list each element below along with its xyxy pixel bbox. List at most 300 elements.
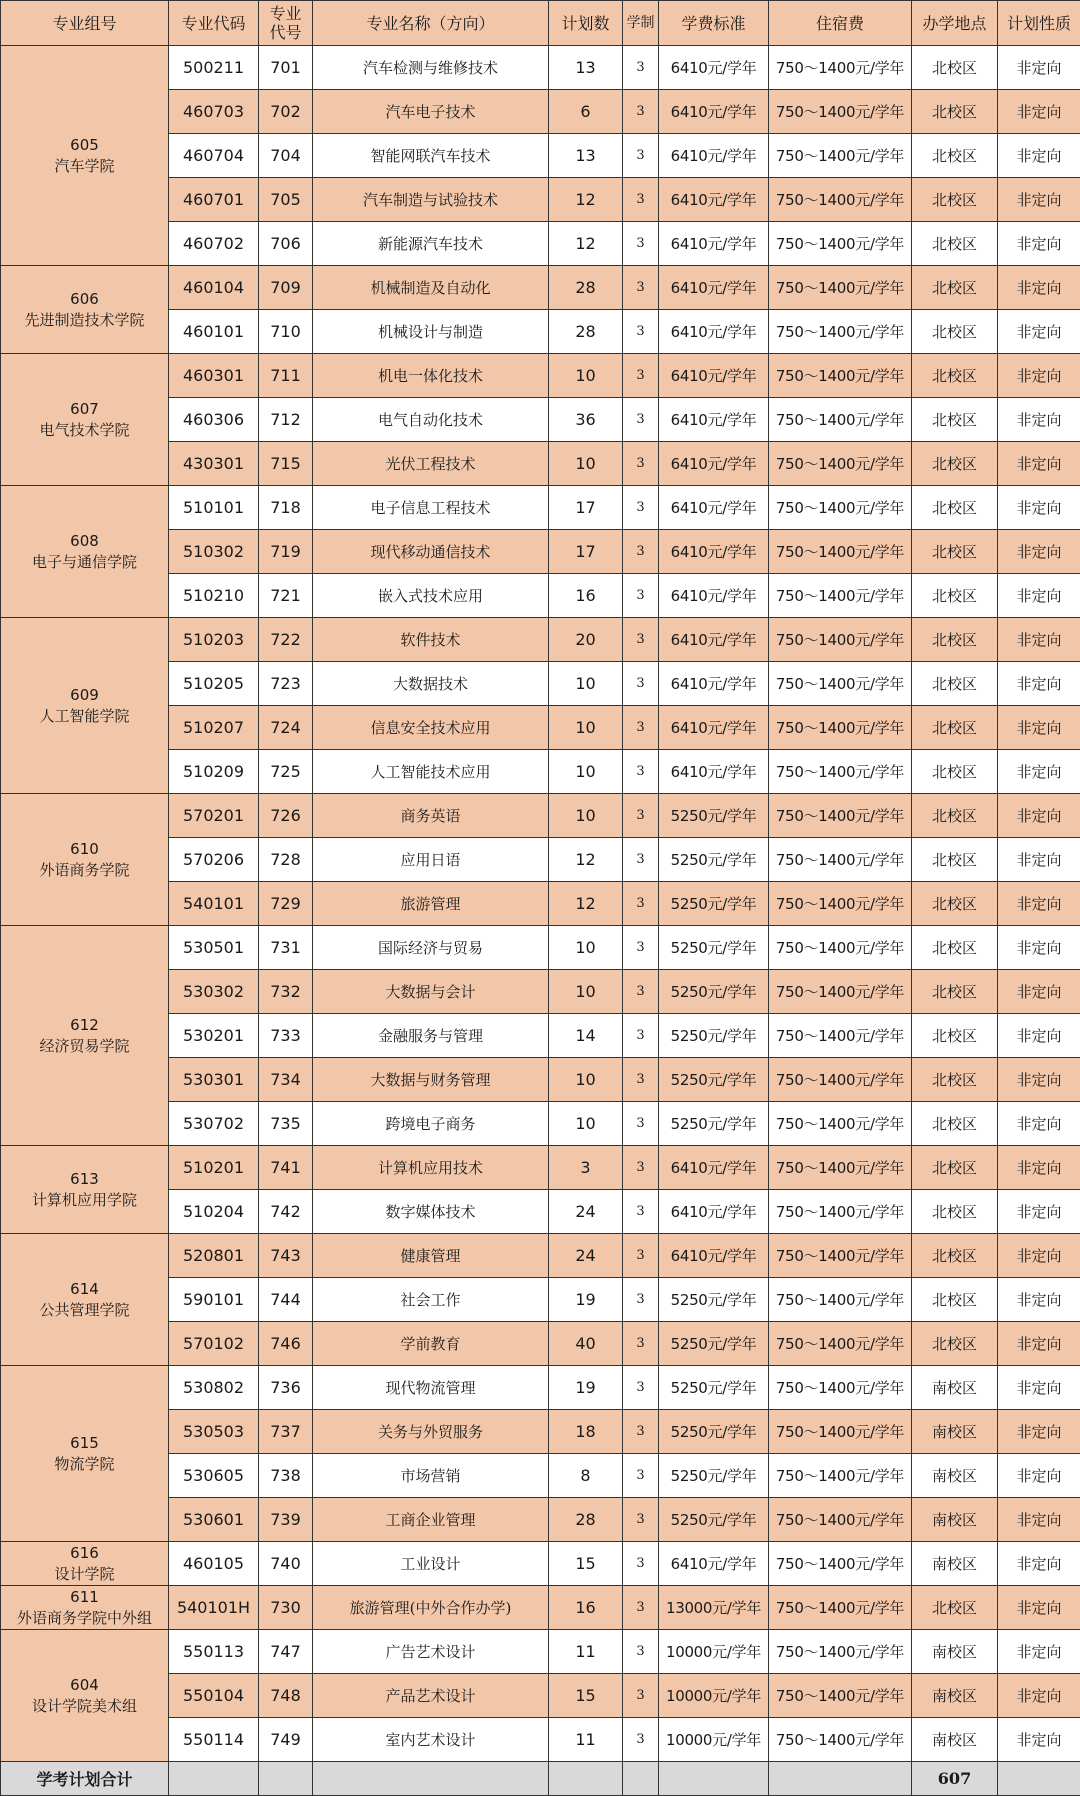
dorm-fee-cell: 750～1400元/学年 xyxy=(769,882,912,926)
table-row xyxy=(1,926,1080,970)
location-cell: 北校区 xyxy=(912,134,998,178)
dorm-fee-cell: 750～1400元/学年 xyxy=(769,838,912,882)
years-cell: 3 xyxy=(623,1454,659,1498)
dorm-fee-cell: 750～1400元/学年 xyxy=(769,618,912,662)
major-no-cell: 722 xyxy=(259,618,313,662)
dorm-fee-cell: 750～1400元/学年 xyxy=(769,794,912,838)
plan-count-cell: 10 xyxy=(549,970,623,1014)
location-cell: 北校区 xyxy=(912,1234,998,1278)
plan-nature-cell: 非定向 xyxy=(998,266,1080,310)
location-cell: 北校区 xyxy=(912,1190,998,1234)
major-name-cell: 嵌入式技术应用 xyxy=(313,574,549,618)
table-body xyxy=(1,46,1080,1796)
plan-nature-cell: 非定向 xyxy=(998,1586,1080,1630)
tuition-cell: 10000元/学年 xyxy=(659,1674,769,1718)
header-plan: 计划数 xyxy=(549,1,623,46)
plan-nature-cell: 非定向 xyxy=(998,1454,1080,1498)
major-name-cell: 旅游管理 xyxy=(313,882,549,926)
dorm-fee-cell: 750～1400元/学年 xyxy=(769,750,912,794)
tuition-cell: 6410元/学年 xyxy=(659,574,769,618)
header-tuition: 学费标准 xyxy=(659,1,769,46)
major-code-cell: 530301 xyxy=(169,1058,259,1102)
major-no-cell: 731 xyxy=(259,926,313,970)
major-no-cell: 743 xyxy=(259,1234,313,1278)
group-cell xyxy=(1,926,169,1146)
major-code-cell: 460306 xyxy=(169,398,259,442)
plan-count-cell: 14 xyxy=(549,1014,623,1058)
major-no-cell: 704 xyxy=(259,134,313,178)
dorm-fee-cell: 750～1400元/学年 xyxy=(769,1190,912,1234)
dorm-fee-cell: 750～1400元/学年 xyxy=(769,530,912,574)
group-name: 电子与通信学院 xyxy=(1,552,168,573)
total-empty-cell xyxy=(659,1762,769,1796)
dorm-fee-cell: 750～1400元/学年 xyxy=(769,486,912,530)
major-name-cell: 广告艺术设计 xyxy=(313,1630,549,1674)
group-id: 606 xyxy=(1,289,168,310)
major-no-cell: 742 xyxy=(259,1190,313,1234)
years-cell: 3 xyxy=(623,750,659,794)
major-no-cell: 736 xyxy=(259,1366,313,1410)
major-code-cell: 570102 xyxy=(169,1322,259,1366)
years-cell: 3 xyxy=(623,1058,659,1102)
major-code-cell: 550113 xyxy=(169,1630,259,1674)
major-no-cell: 737 xyxy=(259,1410,313,1454)
major-code-cell: 530802 xyxy=(169,1366,259,1410)
table-row xyxy=(1,266,1080,310)
group-cell xyxy=(1,1146,169,1234)
major-code-cell: 510302 xyxy=(169,530,259,574)
table-row xyxy=(1,354,1080,398)
major-no-cell: 726 xyxy=(259,794,313,838)
major-no-cell: 749 xyxy=(259,1718,313,1762)
tuition-cell: 6410元/学年 xyxy=(659,90,769,134)
tuition-cell: 6410元/学年 xyxy=(659,134,769,178)
major-name-cell: 汽车制造与试验技术 xyxy=(313,178,549,222)
group-id: 613 xyxy=(1,1169,168,1190)
group-name: 公共管理学院 xyxy=(1,1300,168,1321)
table-row xyxy=(1,1146,1080,1190)
major-code-cell: 460301 xyxy=(169,354,259,398)
dorm-fee-cell: 750～1400元/学年 xyxy=(769,1454,912,1498)
years-cell: 3 xyxy=(623,838,659,882)
group-name: 经济贸易学院 xyxy=(1,1036,168,1057)
plan-count-cell: 12 xyxy=(549,882,623,926)
major-no-cell: 733 xyxy=(259,1014,313,1058)
major-no-cell: 730 xyxy=(259,1586,313,1630)
group-cell xyxy=(1,1586,169,1630)
tuition-cell: 6410元/学年 xyxy=(659,486,769,530)
group-cell xyxy=(1,1630,169,1762)
major-no-cell: 741 xyxy=(259,1146,313,1190)
location-cell: 北校区 xyxy=(912,530,998,574)
major-name-cell: 信息安全技术应用 xyxy=(313,706,549,750)
dorm-fee-cell: 750～1400元/学年 xyxy=(769,90,912,134)
major-name-cell: 新能源汽车技术 xyxy=(313,222,549,266)
plan-count-cell: 10 xyxy=(549,750,623,794)
years-cell: 3 xyxy=(623,46,659,90)
table-row xyxy=(1,46,1080,90)
location-cell: 北校区 xyxy=(912,926,998,970)
major-code-cell: 570201 xyxy=(169,794,259,838)
major-name-cell: 大数据与会计 xyxy=(313,970,549,1014)
group-cell xyxy=(1,1542,169,1586)
plan-nature-cell: 非定向 xyxy=(998,222,1080,266)
major-name-cell: 社会工作 xyxy=(313,1278,549,1322)
location-cell: 北校区 xyxy=(912,1278,998,1322)
major-no-cell: 706 xyxy=(259,222,313,266)
plan-nature-cell: 非定向 xyxy=(998,706,1080,750)
dorm-fee-cell: 750～1400元/学年 xyxy=(769,1366,912,1410)
dorm-fee-cell: 750～1400元/学年 xyxy=(769,574,912,618)
plan-count-cell: 36 xyxy=(549,398,623,442)
plan-nature-cell: 非定向 xyxy=(998,1146,1080,1190)
plan-count-cell: 24 xyxy=(549,1190,623,1234)
dorm-fee-cell: 750～1400元/学年 xyxy=(769,706,912,750)
major-code-cell: 530605 xyxy=(169,1454,259,1498)
location-cell: 南校区 xyxy=(912,1718,998,1762)
group-name: 先进制造技术学院 xyxy=(1,310,168,331)
plan-count-cell: 19 xyxy=(549,1278,623,1322)
tuition-cell: 6410元/学年 xyxy=(659,1190,769,1234)
major-no-cell: 732 xyxy=(259,970,313,1014)
location-cell: 北校区 xyxy=(912,838,998,882)
location-cell: 北校区 xyxy=(912,750,998,794)
plan-count-cell: 24 xyxy=(549,1234,623,1278)
major-code-cell: 510207 xyxy=(169,706,259,750)
tuition-cell: 6410元/学年 xyxy=(659,442,769,486)
group-id: 604 xyxy=(1,1675,168,1696)
plan-nature-cell: 非定向 xyxy=(998,1322,1080,1366)
major-no-cell: 719 xyxy=(259,530,313,574)
plan-count-cell: 11 xyxy=(549,1718,623,1762)
years-cell: 3 xyxy=(623,1014,659,1058)
location-cell: 北校区 xyxy=(912,222,998,266)
group-id: 609 xyxy=(1,685,168,706)
major-no-cell: 701 xyxy=(259,46,313,90)
tuition-cell: 13000元/学年 xyxy=(659,1586,769,1630)
major-code-cell: 430301 xyxy=(169,442,259,486)
location-cell: 北校区 xyxy=(912,970,998,1014)
tuition-cell: 6410元/学年 xyxy=(659,266,769,310)
major-no-cell: 724 xyxy=(259,706,313,750)
major-name-cell: 市场营销 xyxy=(313,1454,549,1498)
plan-count-cell: 11 xyxy=(549,1630,623,1674)
major-no-cell: 725 xyxy=(259,750,313,794)
group-cell xyxy=(1,618,169,794)
plan-count-cell: 13 xyxy=(549,134,623,178)
location-cell: 北校区 xyxy=(912,266,998,310)
header-group: 专业组号 xyxy=(1,1,169,46)
years-cell: 3 xyxy=(623,926,659,970)
years-cell: 3 xyxy=(623,354,659,398)
dorm-fee-cell: 750～1400元/学年 xyxy=(769,1278,912,1322)
plan-count-cell: 40 xyxy=(549,1322,623,1366)
header-dorm: 住宿费 xyxy=(769,1,912,46)
years-cell: 3 xyxy=(623,1498,659,1542)
plan-nature-cell: 非定向 xyxy=(998,1234,1080,1278)
major-no-cell: 715 xyxy=(259,442,313,486)
plan-nature-cell: 非定向 xyxy=(998,134,1080,178)
plan-count-cell: 6 xyxy=(549,90,623,134)
years-cell: 3 xyxy=(623,1146,659,1190)
major-no-cell: 738 xyxy=(259,1454,313,1498)
plan-count-cell: 28 xyxy=(549,266,623,310)
plan-nature-cell: 非定向 xyxy=(998,838,1080,882)
header-major-no xyxy=(259,1,313,46)
major-name-cell: 室内艺术设计 xyxy=(313,1718,549,1762)
plan-count-cell: 10 xyxy=(549,662,623,706)
dorm-fee-cell: 750～1400元/学年 xyxy=(769,178,912,222)
dorm-fee-cell: 750～1400元/学年 xyxy=(769,926,912,970)
major-no-cell: 728 xyxy=(259,838,313,882)
major-code-cell: 510201 xyxy=(169,1146,259,1190)
plan-nature-cell: 非定向 xyxy=(998,1410,1080,1454)
tuition-cell: 5250元/学年 xyxy=(659,1102,769,1146)
header-row xyxy=(1,1,1080,46)
group-id: 610 xyxy=(1,839,168,860)
plan-count-cell: 12 xyxy=(549,838,623,882)
location-cell: 北校区 xyxy=(912,398,998,442)
tuition-cell: 6410元/学年 xyxy=(659,1146,769,1190)
plan-count-cell: 10 xyxy=(549,794,623,838)
plan-nature-cell: 非定向 xyxy=(998,1058,1080,1102)
group-id: 616 xyxy=(1,1543,168,1564)
years-cell: 3 xyxy=(623,662,659,706)
major-no-cell: 723 xyxy=(259,662,313,706)
plan-nature-cell: 非定向 xyxy=(998,398,1080,442)
location-cell: 北校区 xyxy=(912,1322,998,1366)
major-no-cell: 721 xyxy=(259,574,313,618)
major-no-cell: 702 xyxy=(259,90,313,134)
years-cell: 3 xyxy=(623,266,659,310)
plan-count-cell: 18 xyxy=(549,1410,623,1454)
location-cell: 南校区 xyxy=(912,1498,998,1542)
plan-count-cell: 12 xyxy=(549,178,623,222)
major-code-cell: 510101 xyxy=(169,486,259,530)
table-row xyxy=(1,486,1080,530)
major-no-cell: 709 xyxy=(259,266,313,310)
group-cell xyxy=(1,794,169,926)
tuition-cell: 5250元/学年 xyxy=(659,970,769,1014)
dorm-fee-cell: 750～1400元/学年 xyxy=(769,1542,912,1586)
total-empty-cell xyxy=(998,1762,1080,1796)
plan-count-cell: 10 xyxy=(549,1102,623,1146)
plan-count-cell: 10 xyxy=(549,354,623,398)
group-id: 607 xyxy=(1,399,168,420)
years-cell: 3 xyxy=(623,794,659,838)
location-cell: 北校区 xyxy=(912,662,998,706)
total-empty-cell xyxy=(259,1762,313,1796)
header-nature: 计划性质 xyxy=(998,1,1080,46)
major-code-cell: 460704 xyxy=(169,134,259,178)
plan-nature-cell: 非定向 xyxy=(998,1014,1080,1058)
major-code-cell: 460701 xyxy=(169,178,259,222)
plan-count-cell: 13 xyxy=(549,46,623,90)
years-cell: 3 xyxy=(623,1102,659,1146)
plan-count-cell: 10 xyxy=(549,926,623,970)
major-name-cell: 金融服务与管理 xyxy=(313,1014,549,1058)
group-cell xyxy=(1,1234,169,1366)
major-name-cell: 电子信息工程技术 xyxy=(313,486,549,530)
header-major-name: 专业名称（方向） xyxy=(313,1,549,46)
dorm-fee-cell: 750～1400元/学年 xyxy=(769,1322,912,1366)
years-cell: 3 xyxy=(623,442,659,486)
plan-nature-cell: 非定向 xyxy=(998,1190,1080,1234)
major-code-cell: 460101 xyxy=(169,310,259,354)
tuition-cell: 6410元/学年 xyxy=(659,662,769,706)
major-code-cell: 510205 xyxy=(169,662,259,706)
plan-nature-cell: 非定向 xyxy=(998,1278,1080,1322)
total-value: 607 xyxy=(912,1762,998,1796)
table-row xyxy=(1,1630,1080,1674)
table-row xyxy=(1,618,1080,662)
total-empty-cell xyxy=(623,1762,659,1796)
location-cell: 北校区 xyxy=(912,574,998,618)
major-no-cell: 705 xyxy=(259,178,313,222)
tuition-cell: 6410元/学年 xyxy=(659,354,769,398)
years-cell: 3 xyxy=(623,1278,659,1322)
years-cell: 3 xyxy=(623,1674,659,1718)
plan-count-cell: 16 xyxy=(549,1586,623,1630)
major-name-cell: 大数据与财务管理 xyxy=(313,1058,549,1102)
plan-count-cell: 28 xyxy=(549,310,623,354)
major-no-cell: 739 xyxy=(259,1498,313,1542)
location-cell: 北校区 xyxy=(912,1014,998,1058)
group-cell xyxy=(1,486,169,618)
years-cell: 3 xyxy=(623,486,659,530)
tuition-cell: 5250元/学年 xyxy=(659,1410,769,1454)
major-code-cell: 570206 xyxy=(169,838,259,882)
location-cell: 北校区 xyxy=(912,310,998,354)
group-cell xyxy=(1,266,169,354)
plan-nature-cell: 非定向 xyxy=(998,530,1080,574)
major-code-cell: 530503 xyxy=(169,1410,259,1454)
major-name-cell: 电气自动化技术 xyxy=(313,398,549,442)
major-code-cell: 520801 xyxy=(169,1234,259,1278)
major-code-cell: 510204 xyxy=(169,1190,259,1234)
tuition-cell: 6410元/学年 xyxy=(659,222,769,266)
major-code-cell: 510210 xyxy=(169,574,259,618)
plan-nature-cell: 非定向 xyxy=(998,1102,1080,1146)
tuition-cell: 5250元/学年 xyxy=(659,1322,769,1366)
tuition-cell: 5250元/学年 xyxy=(659,794,769,838)
major-name-cell: 汽车电子技术 xyxy=(313,90,549,134)
tuition-cell: 5250元/学年 xyxy=(659,1278,769,1322)
years-cell: 3 xyxy=(623,310,659,354)
years-cell: 3 xyxy=(623,882,659,926)
dorm-fee-cell: 750～1400元/学年 xyxy=(769,310,912,354)
plan-nature-cell: 非定向 xyxy=(998,1498,1080,1542)
plan-count-cell: 19 xyxy=(549,1366,623,1410)
location-cell: 南校区 xyxy=(912,1542,998,1586)
major-code-cell: 460105 xyxy=(169,1542,259,1586)
tuition-cell: 6410元/学年 xyxy=(659,310,769,354)
years-cell: 3 xyxy=(623,1410,659,1454)
plan-nature-cell: 非定向 xyxy=(998,1366,1080,1410)
major-code-cell: 510203 xyxy=(169,618,259,662)
years-cell: 3 xyxy=(623,398,659,442)
major-no-cell: 710 xyxy=(259,310,313,354)
tuition-cell: 6410元/学年 xyxy=(659,1542,769,1586)
major-code-cell: 460703 xyxy=(169,90,259,134)
table-row xyxy=(1,1234,1080,1278)
major-name-cell: 现代移动通信技术 xyxy=(313,530,549,574)
total-label: 学考计划合计 xyxy=(1,1762,169,1796)
years-cell: 3 xyxy=(623,970,659,1014)
plan-nature-cell: 非定向 xyxy=(998,178,1080,222)
tuition-cell: 5250元/学年 xyxy=(659,1454,769,1498)
major-name-cell: 光伏工程技术 xyxy=(313,442,549,486)
location-cell: 北校区 xyxy=(912,486,998,530)
location-cell: 北校区 xyxy=(912,1102,998,1146)
group-name: 电气技术学院 xyxy=(1,420,168,441)
plan-nature-cell: 非定向 xyxy=(998,46,1080,90)
plan-nature-cell: 非定向 xyxy=(998,794,1080,838)
plan-nature-cell: 非定向 xyxy=(998,1630,1080,1674)
major-no-cell: 729 xyxy=(259,882,313,926)
tuition-cell: 10000元/学年 xyxy=(659,1630,769,1674)
years-cell: 3 xyxy=(623,706,659,750)
dorm-fee-cell: 750～1400元/学年 xyxy=(769,46,912,90)
major-code-cell: 530501 xyxy=(169,926,259,970)
plan-count-cell: 20 xyxy=(549,618,623,662)
plan-nature-cell: 非定向 xyxy=(998,310,1080,354)
major-code-cell: 530601 xyxy=(169,1498,259,1542)
major-name-cell: 关务与外贸服务 xyxy=(313,1410,549,1454)
plan-nature-cell: 非定向 xyxy=(998,662,1080,706)
major-name-cell: 汽车检测与维修技术 xyxy=(313,46,549,90)
group-id: 615 xyxy=(1,1433,168,1454)
major-code-cell: 500211 xyxy=(169,46,259,90)
years-cell: 3 xyxy=(623,1630,659,1674)
location-cell: 北校区 xyxy=(912,706,998,750)
major-name-cell: 机械设计与制造 xyxy=(313,310,549,354)
years-cell: 3 xyxy=(623,178,659,222)
major-no-cell: 734 xyxy=(259,1058,313,1102)
major-name-cell: 机械制造及自动化 xyxy=(313,266,549,310)
major-no-cell: 712 xyxy=(259,398,313,442)
tuition-cell: 5250元/学年 xyxy=(659,838,769,882)
dorm-fee-cell: 750～1400元/学年 xyxy=(769,1718,912,1762)
dorm-fee-cell: 750～1400元/学年 xyxy=(769,1014,912,1058)
plan-count-cell: 17 xyxy=(549,530,623,574)
years-cell: 3 xyxy=(623,222,659,266)
location-cell: 北校区 xyxy=(912,882,998,926)
years-cell: 3 xyxy=(623,1586,659,1630)
major-no-cell: 746 xyxy=(259,1322,313,1366)
major-name-cell: 软件技术 xyxy=(313,618,549,662)
location-cell: 南校区 xyxy=(912,1410,998,1454)
plan-nature-cell: 非定向 xyxy=(998,618,1080,662)
tuition-cell: 5250元/学年 xyxy=(659,1014,769,1058)
major-code-cell: 510209 xyxy=(169,750,259,794)
location-cell: 北校区 xyxy=(912,442,998,486)
location-cell: 北校区 xyxy=(912,1058,998,1102)
major-name-cell: 旅游管理(中外合作办学) xyxy=(313,1586,549,1630)
dorm-fee-cell: 750～1400元/学年 xyxy=(769,1234,912,1278)
total-empty-cell xyxy=(169,1762,259,1796)
years-cell: 3 xyxy=(623,134,659,178)
location-cell: 北校区 xyxy=(912,1146,998,1190)
location-cell: 北校区 xyxy=(912,1586,998,1630)
group-name: 计算机应用学院 xyxy=(1,1190,168,1211)
major-name-cell: 跨境电子商务 xyxy=(313,1102,549,1146)
group-cell xyxy=(1,1366,169,1542)
dorm-fee-cell: 750～1400元/学年 xyxy=(769,354,912,398)
plan-count-cell: 10 xyxy=(549,442,623,486)
plan-count-cell: 12 xyxy=(549,222,623,266)
tuition-cell: 5250元/学年 xyxy=(659,1366,769,1410)
